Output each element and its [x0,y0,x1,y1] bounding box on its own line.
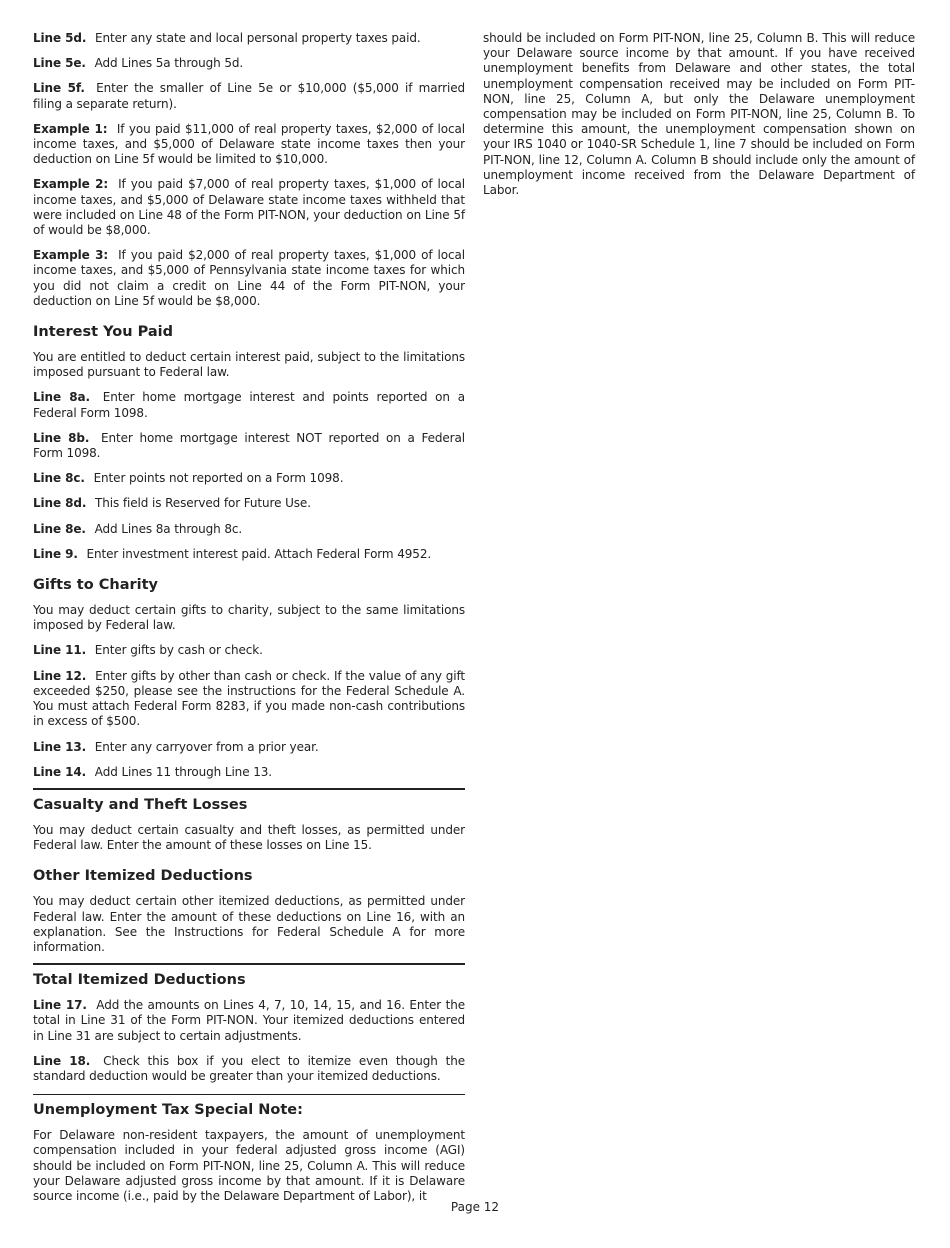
line-text: Enter gifts by cash or check. [94,643,263,658]
example-label: Example 1: [33,121,108,136]
line-label: Line 9. [33,546,78,561]
line-label: Line 5e. [33,56,86,71]
line-12-paragraph [33,669,465,730]
line-8e-paragraph [33,522,465,537]
line-text: Enter any carryover from a prior year. [94,739,319,754]
line-label: Line 12. [33,668,87,683]
line-text: Enter home mortgage interest and points reported on a Federal Form 1098. [33,390,465,420]
line-9-paragraph [33,547,465,562]
line-8d-paragraph [33,496,465,511]
unemployment-continuation-text: should be included on Form PIT-NON, line 25, Column B. This will reduce your Delaware source income by that amount. If you have received unemployment benefits from Delaware and other states, the total unemployment compensation received may be included on Form PIT-NON, line 25, Column A, but only the Delaware unemployment compensation may be included on Form PIT-NON, line 25, Column B. To determine this amount, the unemployment compensation shown on your IRS 1040 or 1040-SR Schedule 1, line 7 should be included on Form PIT-NON, line 12, Column A. Column B should include only the amount of unemployment income received from the Delaware Department of Labor. [483,31,915,198]
line-label: Line 8c. [33,471,85,486]
line-label: Line 13. [33,739,87,754]
example-text: If you paid $11,000 of real property taxes, $2,000 of local income taxes, and $5,000 of Delaware state income taxes then your deduction on Line 5f would be limited to $10,000. [33,121,465,167]
line-label: Line 14. [33,764,87,779]
line-label: Line 8e. [33,521,86,536]
page-number: Page 12 [450,1200,500,1214]
line-label: Line 5f. [33,81,85,96]
example-label: Example 2: [33,177,109,192]
line-text: This field is Reserved for Future Use. [95,496,311,511]
other-deductions-text: You may deduct certain other itemized deductions, as permitted under Federal law. Enter the amount of these deductions on Line 16, with an explanation. See the Instructions for Federal Schedule A for more information. [33,894,465,954]
line-text: Add the amounts on Lines 4, 7, 10, 14, 15, and 16. Enter the total in Line 31 of the Form PIT-NON. Your itemized deductions entered in Line 31 are subject to certain adjustments. [33,998,465,1043]
line-label: Line 11. [33,643,87,658]
line-5d-paragraph [33,31,465,46]
line-18-paragraph [33,1054,465,1084]
line-label: Line 18. [33,1053,91,1068]
section-divider [33,1094,465,1095]
line-label: Line 8b. [33,430,90,445]
line-text: Enter home mortgage interest NOT reported on a Federal Form 1098. [33,430,465,461]
line-5e-paragraph [33,56,465,71]
line-label: Line 17. [33,998,87,1013]
line-label: Line 5d. [33,31,87,45]
interest-intro: You are entitled to deduct certain interest paid, subject to the limitations imposed pursuant to Federal law. [33,350,465,380]
line-label: Line 8d. [33,496,87,511]
gifts-intro: You may deduct certain gifts to charity, subject to the same limitations imposed by Federal law. [33,603,465,633]
line-13-paragraph [33,740,465,755]
line-text: Enter points not reported on a Form 1098. [93,471,344,486]
unemployment-heading: Unemployment Tax Special Note: [33,1102,303,1119]
line-8c-paragraph [33,471,465,486]
line-text: Enter gifts by other than cash or check. If the value of any gift exceeded $250, please see the instructions for the Federal Schedule A. You must attach Federal Form 8283, if you made non-cash contributions in excess of $500. [33,668,466,729]
gifts-heading: Gifts to Charity [33,577,158,594]
example-text: If you paid $7,000 of real property taxes, $1,000 of local income taxes, and $5,000 of Delaware state income taxes withheld that were included on Line 48 of the Form PIT-NON, your deduction on Line 5f of would be $8,000. [33,177,465,238]
line-8a-paragraph [33,390,465,420]
line-14-paragraph [33,765,465,780]
other-deductions-heading: Other Itemized Deductions [33,868,253,885]
line-text: Add Lines 8a through 8c. [94,521,243,536]
line-8b-paragraph [33,431,465,461]
line-label: Line 8a. [33,390,90,405]
left-column [33,31,465,1214]
example-label: Example 3: [33,248,109,263]
example-3-paragraph [33,248,465,309]
line-text: Add Lines 5a through 5d. [94,56,244,71]
line-text: Add Lines 11 through Line 13. [94,764,272,779]
casualty-text: You may deduct certain casualty and theft losses, as permitted under Federal law. Enter the amount of these losses on Line 15. [33,822,465,853]
line-text: Check this box if you elect to itemize even though the standard deduction would be greater than your itemized deductions. [33,1053,466,1083]
line-text: Enter the smaller of Line 5e or $10,000 ($5,000 if married filing a separate return). [33,81,466,111]
casualty-heading: Casualty and Theft Losses [33,796,248,813]
section-divider [33,963,465,965]
unemployment-text: For Delaware non-resident taxpayers, the amount of unemployment compensation included in your federal adjusted gross income (AGI) should be included on Form PIT-NON, line 25, Column A. This will reduce your Delaware adjusted gross income by that amount. If it is Delaware source income (i.e., paid by the Delaware Department of Labor), it [33,1128,465,1203]
line-11-paragraph [33,643,465,658]
line-5f-paragraph [33,81,465,111]
example-2-paragraph [33,177,465,238]
example-text: If you paid $2,000 of real property taxes, $1,000 of local income taxes, and $5,000 of Pennsylvania state income taxes for which you did not claim a credit on Line 44 of the Form PIT-NON, your deduction on Line 5f would be $8,000. [33,248,465,308]
line-17-paragraph [33,998,465,1044]
interest-heading: Interest You Paid [33,324,173,341]
line-text: Enter investment interest paid. Attach Federal Form 4952. [86,546,432,561]
total-deductions-heading: Total Itemized Deductions [33,972,246,989]
right-column [483,31,915,208]
example-1-paragraph [33,122,465,168]
line-text: Enter any state and local personal property taxes paid. [95,31,421,45]
section-divider [33,788,465,790]
